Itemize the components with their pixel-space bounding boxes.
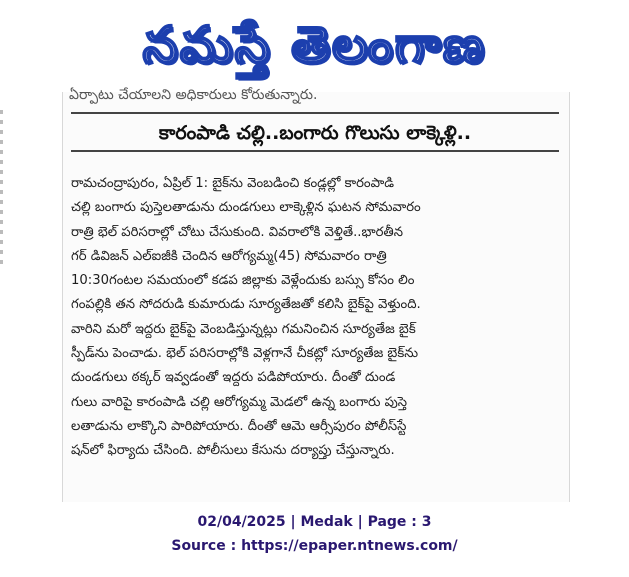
- article-line: వారిని మరో ఇద్దరు బైక్‌పై వెంబడిస్తున్నట్లు గమనించిన సూర్యతేజ బైక్: [71, 321, 416, 337]
- article-body: [71, 172, 567, 464]
- article-line: లతాడును లాక్కొని పారిపోయారు. దీంతో ఆమె ఆర్సీపురం పోలీస్‌స్టే: [71, 418, 407, 434]
- edition-info: 02/04/2025 | Medak | Page : 3: [197, 514, 432, 530]
- newspaper-masthead: [0, 6, 629, 84]
- article-line: రాత్రి భెల్ పరిసరాల్లో చోటు చేసుకుంది. వివరాలోకి వెళ్తితే..భారతీన: [71, 224, 403, 240]
- source-link[interactable]: Source : https://epaper.ntnews.com/: [171, 538, 458, 554]
- article-line: గులు వారిపై కారంపాడి చల్లి ఆరోగ్యమ్మ మెడలో ఉన్న బంగారు పుస్తె: [71, 394, 408, 410]
- article-clipping: [62, 87, 570, 502]
- previous-article-cut-text: ఏర్పాటు చేయాలని అధికారులు కోరుతున్నారు.: [69, 87, 318, 103]
- masthead-title: నమస్తే తెలంగాణ: [142, 16, 487, 74]
- article-line: గంపల్లికి తన సోదరుడి కుమారుడు సూర్యతేజతో కలిసి బైక్‌పై వెళ్తుంది.: [71, 297, 421, 313]
- article-line: స్పీడ్‌ను పెంచాడు. భెల్ పరిసరాల్లోకి వెళ్లగానే చీకట్లో సూర్యతేజ బైక్‌ను: [71, 346, 419, 362]
- article-line: 10:30గంటల సమయంలో కడప జిల్లాకు వెళ్లేందుకు బస్సు కోసం లిం: [71, 273, 415, 289]
- article-line: షన్‌లో ఫిర్యాదు చేసింది. పోలీసులు కేసును దర్యాప్తు చేస్తున్నారు.: [71, 443, 395, 459]
- article-line: చల్లి బంగారు పుస్తెలతాడును దుండగులు లాక్కెళ్లిన ఘటన సోమవారం: [71, 200, 421, 216]
- page-edge-marks: [0, 110, 3, 270]
- article-headline: కారంపాడి చల్లి..బంగారు గొలుసు లాక్కెళ్లి..: [158, 122, 472, 144]
- article-line: దుండగులు ఠక్కర్ ఇవ్వడంతో ఇద్దరు పడిపోయారు. దీంతో దుండ: [71, 370, 396, 386]
- headline-box: [71, 112, 559, 152]
- article-line: గర్ డివిజన్ ఎల్ఐజీకి చెందిన ఆరోగ్యమ్మ(45) సోమవారం రాత్రి: [71, 248, 387, 264]
- article-line: రామచంద్రాపురం, ఏప్రిల్ 1: బైక్‌ను వెంబడించి కండ్లల్లో కారంపాడి: [71, 176, 394, 191]
